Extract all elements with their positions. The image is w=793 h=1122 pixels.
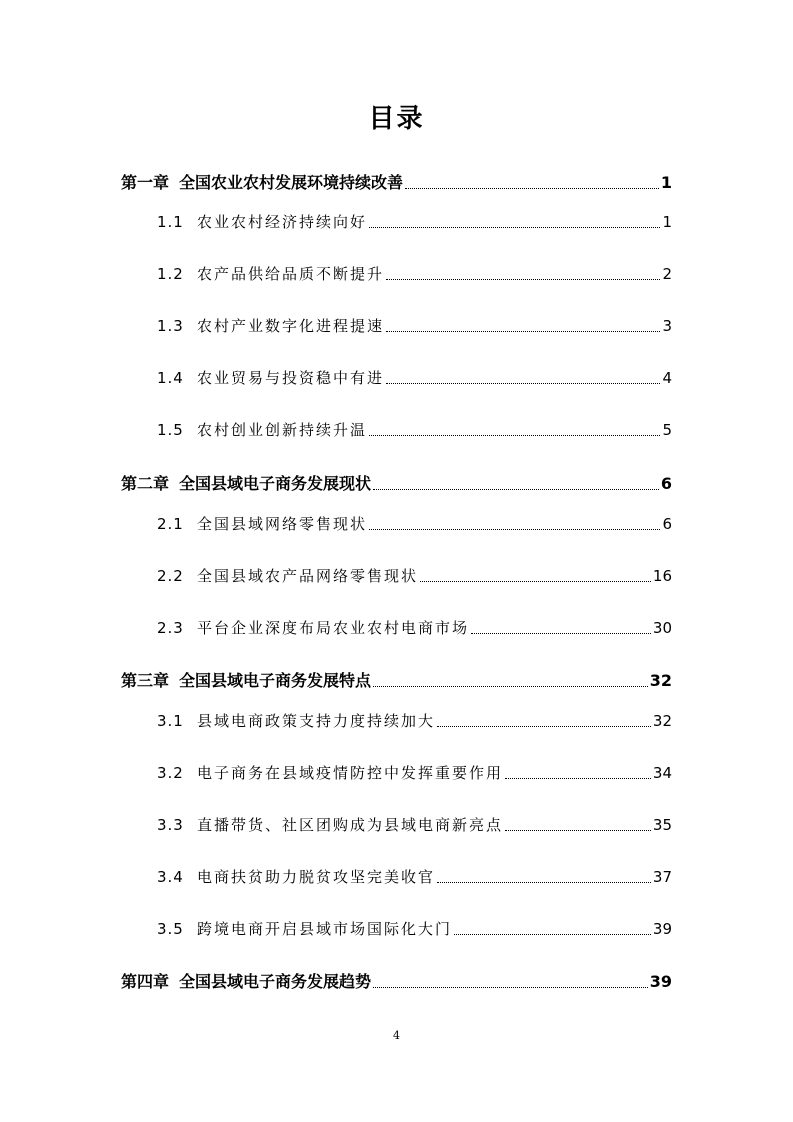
toc-page-number: 35 <box>652 816 672 834</box>
toc-label: 农业贸易与投资稳中有进 <box>197 369 385 387</box>
dot-leader <box>373 686 648 687</box>
toc-page-number: 2 <box>662 265 672 283</box>
toc-section-2-3[interactable] <box>157 617 672 638</box>
toc-number: 3.2 <box>157 764 184 782</box>
toc-section-1-4[interactable] <box>157 367 672 388</box>
toc-section-1-1[interactable] <box>157 211 672 232</box>
toc-page-number: 6 <box>662 515 672 533</box>
toc-number: 第三章 <box>121 671 170 690</box>
dot-leader <box>369 435 660 436</box>
toc-label: 全国县域电子商务发展特点 <box>179 671 372 690</box>
toc-number: 第四章 <box>121 972 170 991</box>
toc-page-number: 6 <box>660 474 672 493</box>
toc-label: 全国县域网络零售现状 <box>197 515 368 533</box>
toc-number: 3.5 <box>157 920 184 938</box>
toc-chapter-3[interactable] <box>121 668 672 691</box>
toc-chapter-1[interactable] <box>121 170 672 193</box>
toc-page-number: 39 <box>652 920 672 938</box>
toc-page-number: 32 <box>649 671 672 690</box>
toc-page-number: 30 <box>652 619 672 637</box>
toc-section-3-5[interactable] <box>157 918 672 939</box>
toc-section-3-2[interactable] <box>157 762 672 783</box>
dot-leader <box>369 529 660 530</box>
dot-leader <box>373 987 648 988</box>
toc-label: 电子商务在县域疫情防控中发挥重要作用 <box>197 764 504 782</box>
page-title: 目录 <box>368 104 425 134</box>
dot-leader <box>386 279 660 280</box>
toc-number: 1.4 <box>157 369 184 387</box>
toc-section-3-4[interactable] <box>157 866 672 887</box>
toc-label: 农村产业数字化进程提速 <box>197 317 385 335</box>
toc-label: 全国农业农村发展环境持续改善 <box>179 173 404 192</box>
toc-page-number: 1 <box>662 213 672 231</box>
toc-number: 3.4 <box>157 868 184 886</box>
toc-chapter-4[interactable] <box>121 969 672 992</box>
toc-number: 3.3 <box>157 816 184 834</box>
toc-page-number: 16 <box>652 567 672 585</box>
toc-number: 2.2 <box>157 567 184 585</box>
toc-page-number: 37 <box>652 868 672 886</box>
dot-leader <box>505 830 651 831</box>
dot-leader <box>386 383 660 384</box>
toc-number: 3.1 <box>157 712 184 730</box>
toc-page-number: 39 <box>649 972 672 991</box>
toc-section-1-2[interactable] <box>157 263 672 284</box>
dot-leader <box>471 633 651 634</box>
toc-page-number: 5 <box>662 421 672 439</box>
toc-label: 全国县域农产品网络零售现状 <box>197 567 419 585</box>
toc-section-2-2[interactable] <box>157 565 672 586</box>
toc-number: 1.5 <box>157 421 184 439</box>
toc-number: 2.1 <box>157 515 184 533</box>
toc-label: 跨境电商开启县域市场国际化大门 <box>197 920 453 938</box>
dot-leader <box>373 489 659 490</box>
toc-label: 全国县域电子商务发展现状 <box>179 474 372 493</box>
toc-number: 1.1 <box>157 213 184 231</box>
toc-label: 县域电商政策支持力度持续加大 <box>197 712 436 730</box>
toc-number: 1.2 <box>157 265 184 283</box>
dot-leader <box>420 581 651 582</box>
dot-leader <box>369 227 660 228</box>
toc-page-number: 1 <box>660 173 672 192</box>
toc-section-3-3[interactable] <box>157 814 672 835</box>
toc-page-number: 3 <box>662 317 672 335</box>
toc-label: 平台企业深度布局农业农村电商市场 <box>197 619 470 637</box>
toc-label: 农村创业创新持续升温 <box>197 421 368 439</box>
footer-page-number: 4 <box>393 1029 400 1042</box>
dot-leader <box>405 188 659 189</box>
toc-number: 第一章 <box>121 173 170 192</box>
toc-section-3-1[interactable] <box>157 710 672 731</box>
dot-leader <box>437 882 651 883</box>
toc-label: 全国县域电子商务发展趋势 <box>179 972 372 991</box>
toc-label: 农业农村经济持续向好 <box>197 213 368 231</box>
toc-label: 直播带货、社区团购成为县域电商新亮点 <box>197 816 504 834</box>
toc-page-number: 34 <box>652 764 672 782</box>
dot-leader <box>437 726 651 727</box>
toc-page-number: 32 <box>652 712 672 730</box>
dot-leader <box>505 778 651 779</box>
dot-leader <box>386 331 660 332</box>
toc-section-1-3[interactable] <box>157 315 672 336</box>
toc-label: 电商扶贫助力脱贫攻坚完美收官 <box>197 868 436 886</box>
toc-number: 2.3 <box>157 619 184 637</box>
toc-chapter-2[interactable] <box>121 471 672 494</box>
dot-leader <box>454 934 651 935</box>
toc-section-2-1[interactable] <box>157 513 672 534</box>
toc-number: 1.3 <box>157 317 184 335</box>
toc-number: 第二章 <box>121 474 170 493</box>
toc-page-number: 4 <box>662 369 672 387</box>
toc-section-1-5[interactable] <box>157 419 672 440</box>
toc-label: 农产品供给品质不断提升 <box>197 265 385 283</box>
